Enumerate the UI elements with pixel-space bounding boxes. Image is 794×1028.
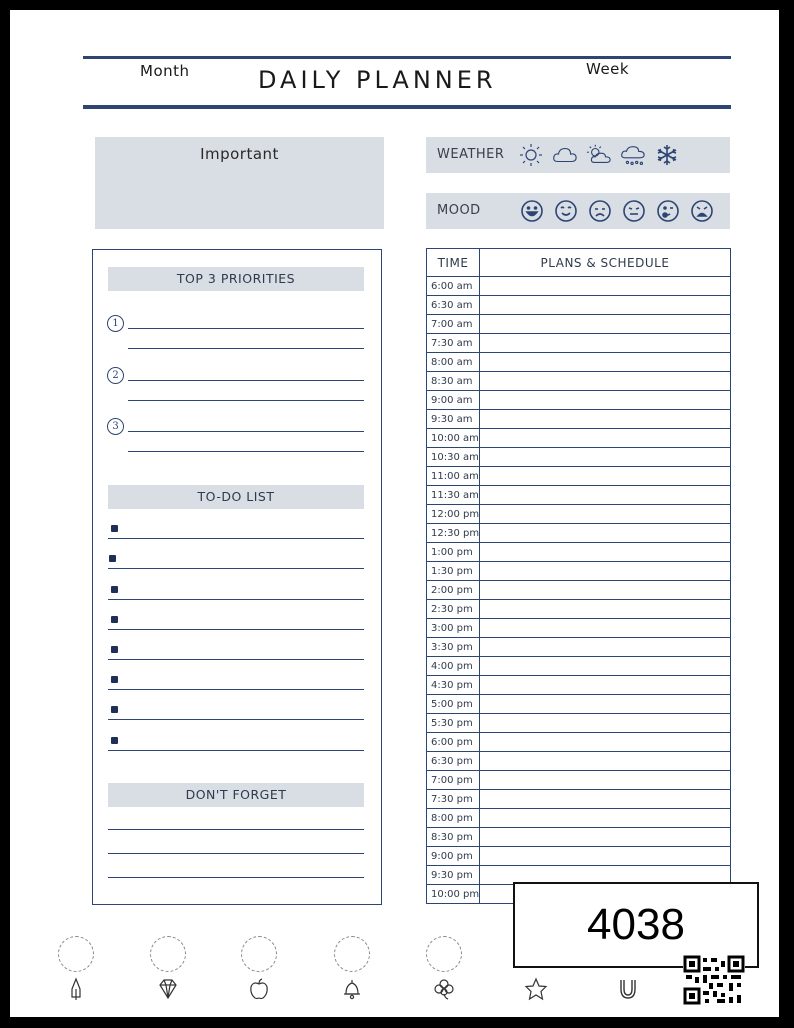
plan-entry-cell[interactable] bbox=[480, 296, 731, 315]
time-slot-label: 2:30 pm bbox=[427, 600, 480, 619]
plan-entry-cell[interactable] bbox=[480, 771, 731, 790]
schedule-row bbox=[427, 847, 731, 866]
cloud-icon[interactable] bbox=[552, 142, 578, 168]
plan-entry-cell[interactable] bbox=[480, 581, 731, 600]
sticker-circle bbox=[58, 936, 94, 972]
schedule-row bbox=[427, 752, 731, 771]
plan-entry-cell[interactable] bbox=[480, 391, 731, 410]
time-slot-label: 6:00 pm bbox=[427, 733, 480, 752]
header-bottom-rule bbox=[83, 105, 731, 109]
plan-entry-cell[interactable] bbox=[480, 600, 731, 619]
schedule-row bbox=[427, 828, 731, 847]
todo-bullet bbox=[111, 737, 118, 744]
priorities-header: TOP 3 PRIORITIES bbox=[108, 267, 364, 291]
time-slot-label: 7:00 am bbox=[427, 315, 480, 334]
time-slot-label: 7:30 am bbox=[427, 334, 480, 353]
todo-header: TO-DO LIST bbox=[108, 485, 364, 509]
important-label: Important bbox=[200, 145, 279, 163]
todo-line[interactable] bbox=[108, 599, 364, 600]
schedule-row bbox=[427, 524, 731, 543]
clover-icon bbox=[432, 977, 456, 1001]
plan-entry-cell[interactable] bbox=[480, 676, 731, 695]
plan-entry-cell[interactable] bbox=[480, 486, 731, 505]
time-slot-label: 12:00 pm bbox=[427, 505, 480, 524]
todo-bullet bbox=[109, 555, 116, 562]
time-slot-label: 11:30 am bbox=[427, 486, 480, 505]
laughing-face-icon[interactable] bbox=[519, 198, 545, 224]
schedule-body bbox=[427, 277, 731, 904]
schedule-row bbox=[427, 448, 731, 467]
schedule-row bbox=[427, 562, 731, 581]
bell-icon bbox=[340, 977, 364, 1001]
plan-entry-cell[interactable] bbox=[480, 448, 731, 467]
qr-code-icon bbox=[683, 955, 745, 1005]
schedule-row bbox=[427, 790, 731, 809]
plan-entry-cell[interactable] bbox=[480, 372, 731, 391]
plan-entry-cell[interactable] bbox=[480, 619, 731, 638]
diamond-icon bbox=[156, 977, 180, 1001]
snowflake-icon[interactable] bbox=[654, 142, 680, 168]
plan-entry-cell[interactable] bbox=[480, 353, 731, 372]
plan-entry-cell[interactable] bbox=[480, 790, 731, 809]
schedule-row bbox=[427, 695, 731, 714]
schedule-row bbox=[427, 581, 731, 600]
time-slot-label: 1:00 pm bbox=[427, 543, 480, 562]
dont-forget-header: DON'T FORGET bbox=[108, 783, 364, 807]
priority-line[interactable] bbox=[128, 380, 364, 381]
time-slot-label: 7:00 pm bbox=[427, 771, 480, 790]
planner-page bbox=[10, 10, 779, 1017]
schedule-row bbox=[427, 486, 731, 505]
priority-line[interactable] bbox=[128, 431, 364, 432]
time-slot-label: 2:00 pm bbox=[427, 581, 480, 600]
priority-number-1: 1 bbox=[107, 315, 124, 332]
week-label: Week bbox=[586, 60, 630, 78]
time-slot-label: 4:30 pm bbox=[427, 676, 480, 695]
schedule-row bbox=[427, 638, 731, 657]
schedule-row bbox=[427, 467, 731, 486]
plan-entry-cell[interactable] bbox=[480, 657, 731, 676]
weather-label: WEATHER bbox=[437, 147, 505, 162]
todo-line[interactable] bbox=[108, 659, 364, 660]
priority-line[interactable] bbox=[128, 328, 364, 329]
plan-entry-cell[interactable] bbox=[480, 752, 731, 771]
plan-entry-cell[interactable] bbox=[480, 733, 731, 752]
todo-bullet bbox=[111, 525, 118, 532]
time-slot-label: 6:30 pm bbox=[427, 752, 480, 771]
time-slot-label: 9:30 am bbox=[427, 410, 480, 429]
neutral-face-icon[interactable] bbox=[621, 198, 647, 224]
time-slot-label: 8:30 am bbox=[427, 372, 480, 391]
time-slot-label: 5:30 pm bbox=[427, 714, 480, 733]
time-slot-label: 8:00 am bbox=[427, 353, 480, 372]
priority-line[interactable] bbox=[128, 400, 364, 401]
schedule-row bbox=[427, 771, 731, 790]
sticker-circle bbox=[150, 936, 186, 972]
plans-column-header: PLANS & SCHEDULE bbox=[480, 249, 731, 277]
todo-bullet bbox=[111, 706, 118, 713]
todo-bullet bbox=[111, 616, 118, 623]
plan-entry-cell[interactable] bbox=[480, 524, 731, 543]
sticker-circle bbox=[241, 936, 277, 972]
time-slot-label: 6:00 am bbox=[427, 277, 480, 296]
important-panel bbox=[95, 137, 384, 229]
schedule-row bbox=[427, 714, 731, 733]
schedule-row bbox=[427, 619, 731, 638]
plan-entry-cell[interactable] bbox=[480, 828, 731, 847]
todo-bullet bbox=[111, 676, 118, 683]
sticker-circle bbox=[334, 936, 370, 972]
plan-entry-cell[interactable] bbox=[480, 543, 731, 562]
plan-entry-cell[interactable] bbox=[480, 410, 731, 429]
schedule-row bbox=[427, 543, 731, 562]
time-slot-label: 1:30 pm bbox=[427, 562, 480, 581]
todo-line[interactable] bbox=[108, 750, 364, 751]
time-slot-label: 12:30 pm bbox=[427, 524, 480, 543]
star-icon bbox=[524, 977, 548, 1001]
todo-line[interactable] bbox=[108, 629, 364, 630]
page-title: DAILY PLANNER bbox=[258, 66, 497, 94]
todo-line[interactable] bbox=[108, 689, 364, 690]
todo-bullet bbox=[111, 646, 118, 653]
plan-entry-cell[interactable] bbox=[480, 315, 731, 334]
todo-bullet bbox=[111, 586, 118, 593]
schedule-row bbox=[427, 277, 731, 296]
schedule-row bbox=[427, 334, 731, 353]
plan-entry-cell[interactable] bbox=[480, 467, 731, 486]
time-slot-label: 3:30 pm bbox=[427, 638, 480, 657]
sun-icon[interactable] bbox=[518, 142, 544, 168]
schedule-row bbox=[427, 809, 731, 828]
sad-face-icon[interactable] bbox=[587, 198, 613, 224]
dont-forget-line[interactable] bbox=[108, 877, 364, 878]
schedule-row bbox=[427, 600, 731, 619]
mood-icons bbox=[519, 198, 715, 224]
time-slot-label: 3:00 pm bbox=[427, 619, 480, 638]
schedule-row bbox=[427, 657, 731, 676]
dont-forget-line[interactable] bbox=[108, 853, 364, 854]
time-slot-label: 11:00 am bbox=[427, 467, 480, 486]
schedule-row bbox=[427, 733, 731, 752]
upset-face-icon[interactable] bbox=[689, 198, 715, 224]
smiling-face-icon[interactable] bbox=[553, 198, 579, 224]
mood-label: MOOD bbox=[437, 203, 481, 218]
winking-face-icon[interactable] bbox=[655, 198, 681, 224]
time-slot-label: 5:00 pm bbox=[427, 695, 480, 714]
time-slot-label: 10:30 am bbox=[427, 448, 480, 467]
mood-panel bbox=[426, 193, 730, 229]
time-slot-label: 6:30 am bbox=[427, 296, 480, 315]
schedule-row bbox=[427, 505, 731, 524]
listing-number-badge: 4038 bbox=[513, 882, 759, 968]
plan-entry-cell[interactable] bbox=[480, 505, 731, 524]
time-slot-label: 4:00 pm bbox=[427, 657, 480, 676]
time-column-header: TIME bbox=[427, 249, 480, 277]
time-slot-label: 9:00 pm bbox=[427, 847, 480, 866]
time-slot-label: 9:00 am bbox=[427, 391, 480, 410]
plan-entry-cell[interactable] bbox=[480, 429, 731, 448]
schedule-header-row bbox=[427, 249, 731, 277]
plan-entry-cell[interactable] bbox=[480, 714, 731, 733]
schedule-table bbox=[426, 248, 731, 904]
schedule-row bbox=[427, 676, 731, 695]
time-slot-label: 8:00 pm bbox=[427, 809, 480, 828]
horseshoe-icon bbox=[616, 977, 640, 1001]
weather-icons bbox=[518, 142, 680, 168]
plan-entry-cell[interactable] bbox=[480, 334, 731, 353]
apple-icon bbox=[247, 977, 271, 1001]
dont-forget-line[interactable] bbox=[108, 829, 364, 830]
rain-icon[interactable] bbox=[620, 142, 646, 168]
schedule-row bbox=[427, 372, 731, 391]
plan-entry-cell[interactable] bbox=[480, 562, 731, 581]
rocket-icon bbox=[64, 977, 88, 1001]
weather-panel bbox=[426, 137, 730, 173]
schedule-row bbox=[427, 429, 731, 448]
todo-line[interactable] bbox=[108, 568, 364, 569]
priority-number-3: 3 bbox=[107, 418, 124, 435]
schedule-row bbox=[427, 391, 731, 410]
partly-cloudy-icon[interactable] bbox=[586, 142, 612, 168]
time-slot-label: 8:30 pm bbox=[427, 828, 480, 847]
time-slot-label: 9:30 pm bbox=[427, 866, 480, 885]
plan-entry-cell[interactable] bbox=[480, 277, 731, 296]
schedule-row bbox=[427, 296, 731, 315]
time-slot-label: 10:00 am bbox=[427, 429, 480, 448]
plan-entry-cell[interactable] bbox=[480, 695, 731, 714]
plan-entry-cell[interactable] bbox=[480, 638, 731, 657]
priority-number-2: 2 bbox=[107, 367, 124, 384]
time-slot-label: 7:30 pm bbox=[427, 790, 480, 809]
month-label: Month bbox=[140, 62, 190, 80]
schedule-row bbox=[427, 353, 731, 372]
schedule-row bbox=[427, 315, 731, 334]
schedule-row bbox=[427, 410, 731, 429]
plan-entry-cell[interactable] bbox=[480, 847, 731, 866]
todo-line[interactable] bbox=[108, 719, 364, 720]
priority-line[interactable] bbox=[128, 348, 364, 349]
plan-entry-cell[interactable] bbox=[480, 809, 731, 828]
header-top-rule bbox=[83, 56, 731, 59]
priority-line[interactable] bbox=[128, 451, 364, 452]
sticker-circle bbox=[426, 936, 462, 972]
todo-line[interactable] bbox=[108, 538, 364, 539]
time-slot-label: 10:00 pm bbox=[427, 885, 480, 904]
